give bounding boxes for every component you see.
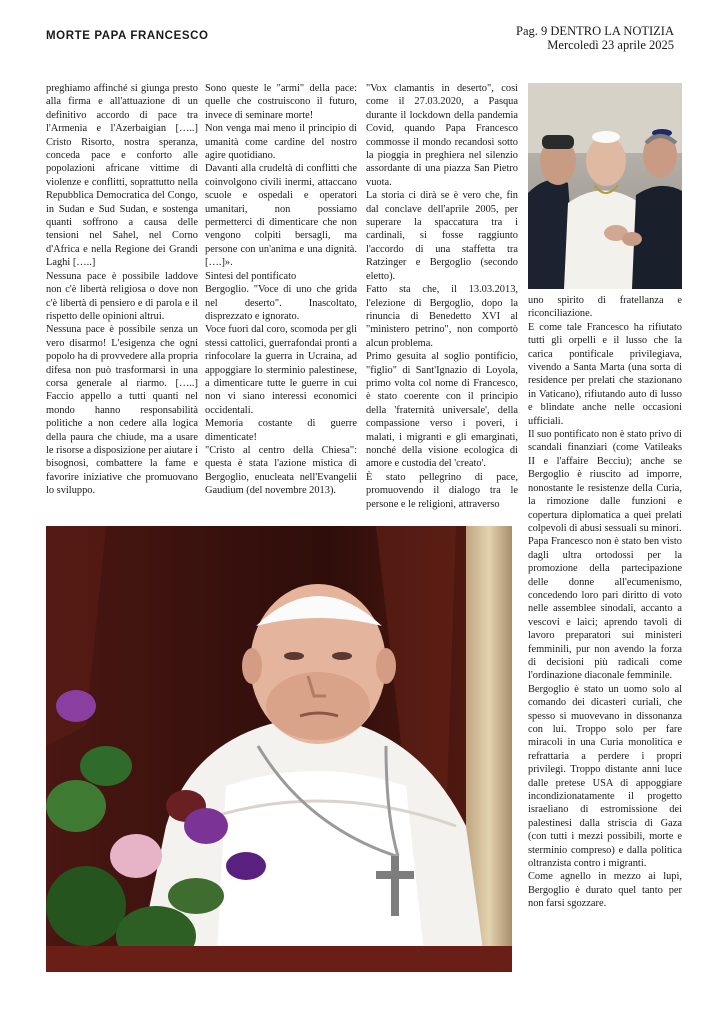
paragraph: Memoria costante di guerre dimenticate! (205, 418, 357, 443)
article-column-3 (366, 82, 518, 511)
paragraph: Sono queste le "armi" della pace: quelle che costruiscono il futuro, invece di seminare morte! (205, 83, 357, 121)
paragraph: E come tale Francesco ha rifiutato tutti gli orpelli e il lusso che la carica pontificale privilegiava, vivendo a Santa Marta (una sorta di residence per prelati che stazionano in Vaticano), rifiutando auto di lusso e blindate anche nelle occasioni ufficiali. (528, 321, 682, 427)
paragraph: La storia ci dirà se è vero che, fin dal conclave dell'aprile 2005, per superare la spaccatura tra i cardinali, si fosse raggiunto l'accordo di una staffetta tra Ratzinger e Bergoglio (secondo eletto). (366, 190, 518, 282)
paragraph: Non venga mai meno il principio di umanità come cardine del nostro agire quotidiano. (205, 123, 357, 162)
paragraph: preghiamo affinché si giunga presto alla firma e all'attuazione di un definitivo accordo di pace tra l'Armenia e l'Azerbaigian […..] Cristo Risorto, nostra speranza, conceda pace e conforto alle popolazioni africane vittime di violenze e conflitti, soprattutto nella Repubblica Democratica del Congo, in Sudan e Sud Sudan, e sostenga quanti soffrono a causa delle tensioni nel Sahel, nel Corno d'Africa e nella Regione dei Grandi Laghi […..] (46, 83, 198, 269)
paragraph: Davanti alla crudeltà di conflitti che coinvolgono civili inermi, attaccano scuole e ospedali e operatori umanitari, non possiamo permetterci di dimenticare che non vengono colpiti bersagli, ma persone con un'anima e una dignità. [….]». (205, 163, 357, 269)
paragraph: È stato pellegrino di pace, promuovendo il dialogo tra le persone e le religioni, attraverso (366, 471, 518, 510)
section-kicker: MORTE PAPA FRANCESCO (46, 30, 209, 42)
photo-pope-francis-portrait (46, 526, 512, 972)
photo-illustration (46, 526, 512, 972)
paragraph: Nessuna pace è possibile senza un vero disarmo! L'esigenza che ogni popolo ha di provvedere alla propria difesa non può trasformarsi in una corsa generale al riarmo. […..] Faccio appello a tutti quanti nel mondo hanno responsabilità politiche a non cedere alla logica della paura che chiude, ma a usare le risorse a disposizione per aiutare i bisognosi, combattere la fame e favorire iniziative che promuovano lo sviluppo. (46, 324, 198, 497)
paragraph: Il suo pontificato non è stato privo di scandali finanziari (come Vatileaks II e l'affaire Becciu); anche se Bergoglio è riuscito ad imporre, nonostante le resistenze della Curia, la rimozione dalle funzioni e copertura diplomatica a quei prelati colpevoli di abusi sessuali su minori. (528, 429, 682, 534)
subheading: Sintesi del pontificato (205, 270, 297, 282)
paragraph: Voce fuori dal coro, scomoda per gli stessi cattolici, guerrafondai pronti a rinfocolare la guerra in Ucraina, ad appoggiare lo sterminio palestinese, a dimenticare tutte le guerre in cui non vi siano interessi economici occidentali. (205, 324, 357, 416)
paragraph: Nessuna pace è possibile laddove non c'è libertà religiosa o dove non c'è libertà di pensiero e di parola e il rispetto delle opinioni altrui. (46, 270, 198, 322)
issue-date: Mercoledì 23 aprile 2025 (547, 38, 674, 52)
paragraph: Primo gesuita al soglio pontificio, "figlio" di Sant'Ignazio di Loyola, primo volta col nome di Francesco, è stato coerente con il principio della 'fraternità universale', della compassione verso i poveri, i malati, i migranti e gli emarginati, nonché della visione ecologica di amore e custodia del 'creato'. (366, 351, 518, 470)
article-column-2 (205, 82, 357, 498)
article-column-1 (46, 82, 198, 498)
article-column-4 (528, 294, 682, 911)
paragraph: Fatto sta che, il 13.03.2013, l'elezione di Bergoglio, dopo la rinuncia di Benedetto XVI al "ministero petrino", non comportò alcun problema. (366, 284, 518, 349)
paragraph: Papa Francesco non è stato ben visto dagli ultra ortodossi per la promozione della partecipazione delle donne all'ecumenismo, concedendo loro pari diritto di voto nelle assemblee sinodali, accanto a vescovi e laici; aprendo tavoli di lavoro preparatori sui ministeri femminili, pur non avendo la forza di decisioni più radicali come l'ordinazione diaconale femminile. (528, 536, 682, 682)
paragraph: uno spirito di fratellanza e riconciliazione. (528, 295, 682, 320)
paragraph: "Vox clamantis in deserto", così come il 27.03.2020, a Pasqua durante il lockdown della pandemia Covid, quando Papa Francesco commosse il mondo recandosi sotto la pioggia in preghiera nel silenzio assordante di una piazza San Pietro vuota. (366, 83, 518, 188)
paragraph: Come agnello in mezzo ai lupi, Bergoglio è durato quel tanto per non farsi sgozzare. (528, 871, 682, 910)
paragraph: "Cristo al centro della Chiesa": questa è stata l'azione mistica di Bergoglio, enucleata nell'Evangelii Gaudium (del novembre 2013). (205, 444, 357, 497)
paragraph: Bergoglio è stato un uomo solo al comando dei dicasteri curiali, che spesso si muovevano in dissonanza con lui. Troppo solo per fare miracoli in una Curia monolitica e refrattaria a perdere i propri privilegi. Troppo distante anni luce dalle pretese USA di appoggiare incondizionatamente il progetto israeliano di estromissione dei palestinesi dalla striscia di Gaza (con tutti i mezzi possibili, morte e sterminio compreso) e dalla politica oltranzista contro i migranti. (528, 683, 682, 870)
page-number-section: Pag. 9 DENTRO LA NOTIZIA (516, 24, 674, 38)
photo-illustration (528, 83, 682, 289)
photo-pope-with-religious-leaders (528, 83, 682, 289)
paragraph: Bergoglio. "Voce di uno che grida nel deserto". Inascoltato, disprezzato e ignorato. (205, 284, 357, 322)
page-header (516, 24, 674, 52)
